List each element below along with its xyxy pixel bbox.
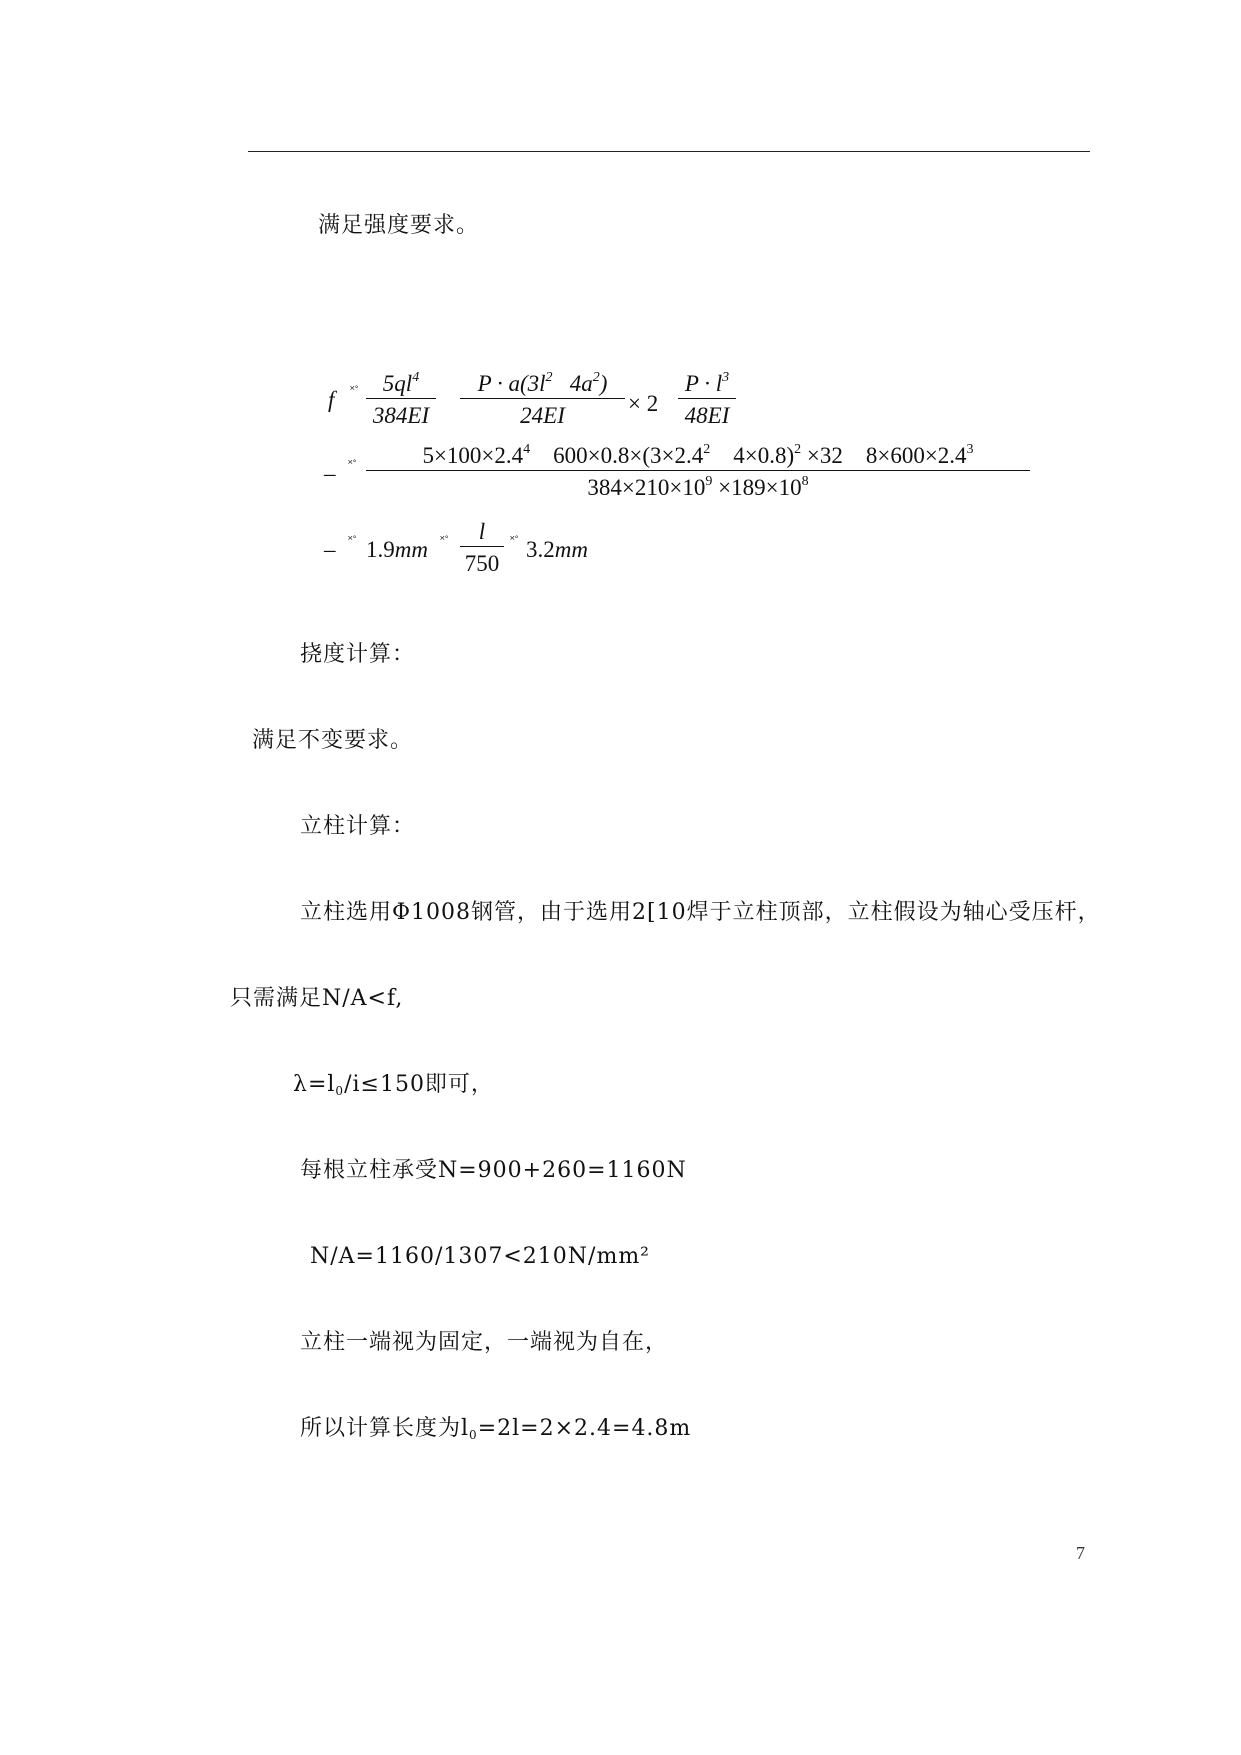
dash-row2: – [324,461,336,486]
text-boundary-condition: 立柱一端视为固定，一端视为自在， [300,1330,669,1355]
text-strength-ok: 满足强度要求。 [318,213,480,238]
result-deflection: 1.9mm [366,537,428,562]
text-column-selection: 立柱选用Φ1008钢管，由于选用2[10焊于立柱顶部，立柱假设为轴心受压杆， [300,900,1101,925]
formula-symbol-row3a: ˟˚ [348,533,357,547]
text-condition: 只需满足N/A<f, [230,986,404,1011]
text-effective-length: 所以计算长度为$l_0=2l=2\times 2.4=4.8m$ [300,1416,692,1442]
formula-symbol-row3b: ˟˚ [440,533,449,547]
fraction-limit: l 750 [460,520,504,575]
fraction-term2: $P \cdot a(3l^2$ $4a^2$) 24EI [460,372,625,427]
times-two: × 2 [628,391,659,416]
result-limit: 3.2mm [526,537,588,562]
text-column-calc: 立柱计算： [300,814,416,839]
text-slenderness: $\lambda=l_0/i\le 150$即可， [293,1072,494,1098]
fraction-term3: $P \cdot l^3$ 48EI [678,372,736,427]
text-deformation-ok: 满足不变要求。 [252,728,414,753]
formula-symbol: ˟˚ [350,383,359,397]
text-deflection-calc: 挠度计算： [300,642,416,667]
formula-symbol-row3c: ˟˚ [510,533,519,547]
text-axial-force: 每根立柱承受N=900+260=1160N [300,1158,687,1183]
dash-row3: – [324,537,336,562]
formula-symbol-row2: ˟˚ [348,457,357,471]
page-number: 7 [1076,1543,1085,1563]
header-rule [248,151,1090,152]
formula-f: f [328,387,335,412]
fraction-numeric: $5\times 100\times 2.4^4$ $600\times 0.8\times(3\times 2.4^2$ 4×0.8)$^2$ ×32 $8\times 600\times 2.4^3$ $384\times 210\times 10^9 \times 189\times 10^8$ [366,444,1030,499]
text-stress-check: N/A=1160/1307<210N/mm² [310,1244,651,1269]
fraction-term1: $5ql^4$ 384EI [366,372,436,427]
